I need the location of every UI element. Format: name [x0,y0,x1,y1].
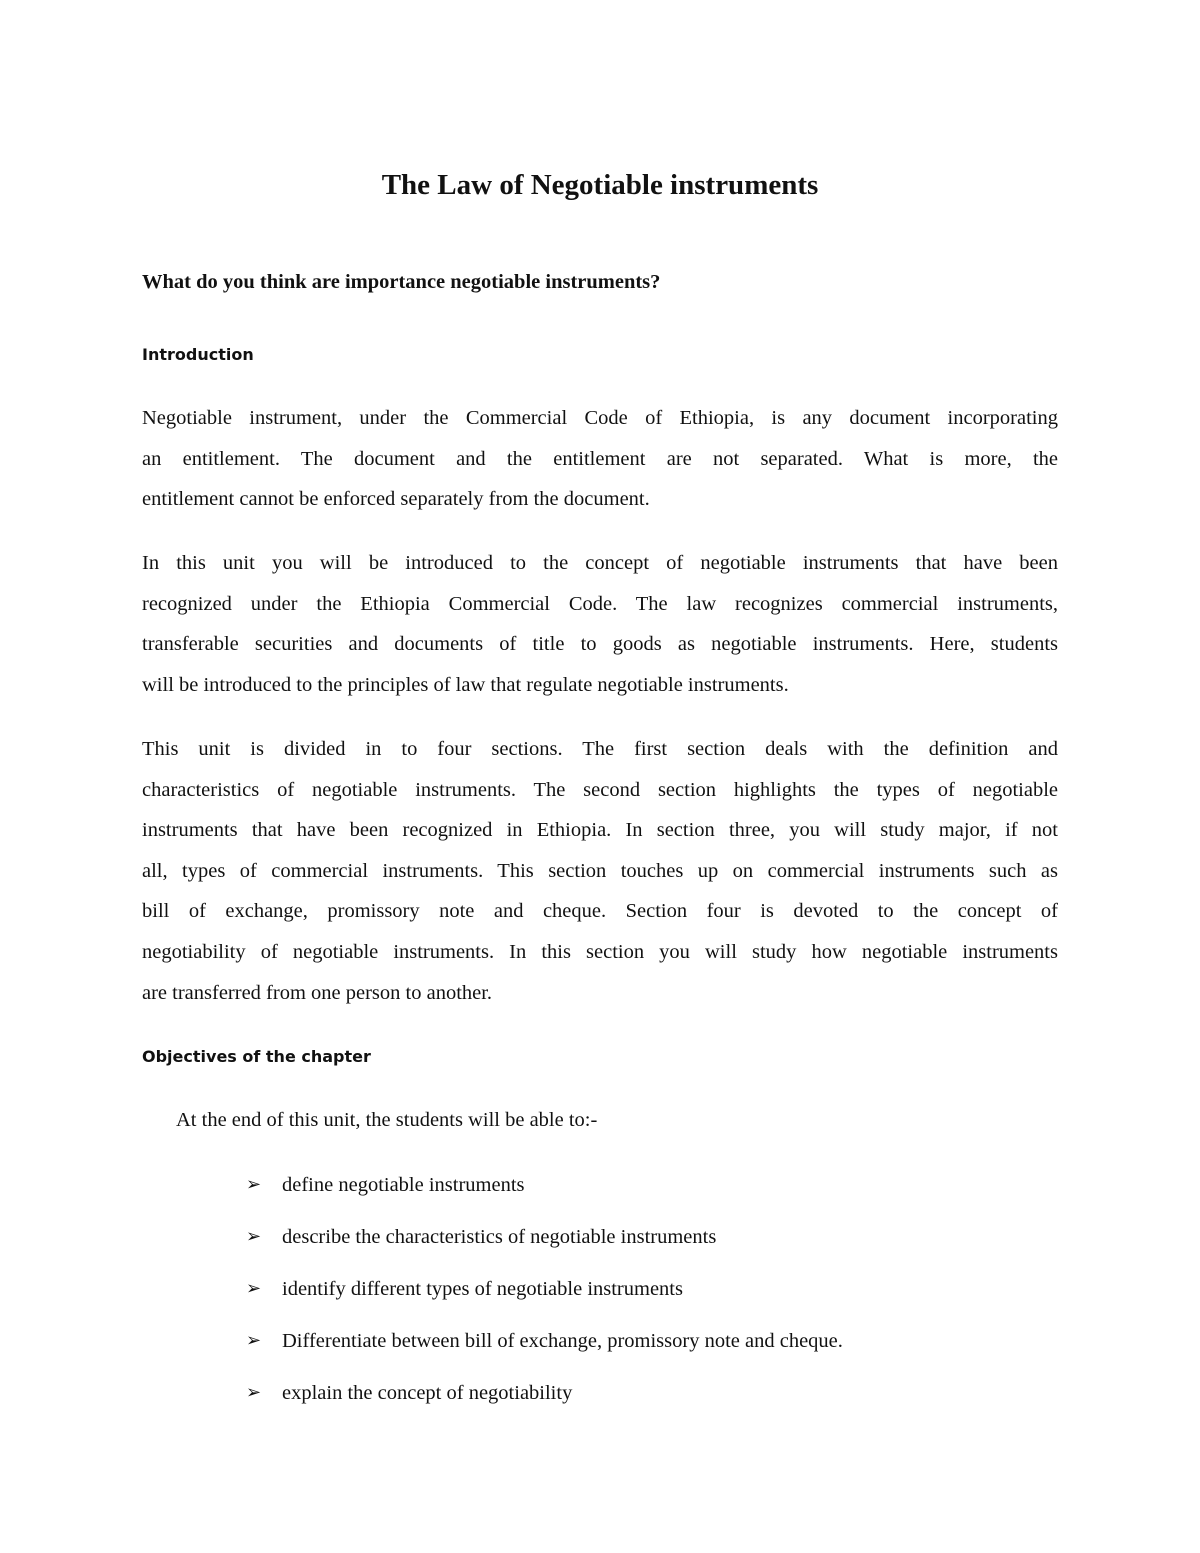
arrow-bullet-icon: ➢ [246,1382,262,1403]
objective-text: describe the characteristics of negotiable instruments [282,1226,717,1248]
paragraph-2 [142,543,1058,705]
paragraph-1 [142,398,1058,520]
objective-item [246,1377,572,1409]
arrow-bullet-icon: ➢ [246,1330,262,1351]
objectives-intro: At the end of this unit, the students will be able to:- [176,1109,598,1131]
arrow-bullet-icon: ➢ [246,1226,262,1247]
objective-text: Differentiate between bill of exchange, promissory note and cheque. [282,1330,843,1352]
objective-item [246,1273,683,1305]
paragraph-3 [142,729,1058,1013]
arrow-bullet-icon: ➢ [246,1278,262,1299]
document-title: The Law of Negotiable instruments [381,169,819,201]
paragraph-line: transferable securities and documents of title to goods as negotiable instruments. Here, students [142,633,1058,656]
paragraph-line: all, types of commercial instruments. This section touches up on commercial instruments such as [142,859,1058,882]
objective-item [246,1169,525,1201]
paragraph-line: instruments that have been recognized in Ethiopia. In section three, you will study major, if not [142,819,1058,842]
paragraph-line: In this unit you will be introduced to the concept of negotiable instruments that have been [142,552,1058,574]
arrow-bullet-icon: ➢ [246,1174,262,1195]
objective-item [246,1221,716,1253]
objective-item [246,1325,843,1357]
paragraph-line: negotiability of negotiable instruments. In this section you will study how negotiable instruments [142,940,1058,963]
paragraph-line: This unit is divided in to four sections. The first section deals with the definition and [142,738,1058,760]
objective-text: explain the concept of negotiability [282,1382,573,1404]
objective-text: define negotiable instruments [282,1174,525,1196]
objectives-heading: Objectives of the chapter [142,1047,371,1066]
paragraph-line: an entitlement. The document and the entitlement are not separated. What is more, the [142,447,1058,470]
paragraph-line: entitlement cannot be enforced separately from the document. [142,488,650,511]
paragraph-line: characteristics of negotiable instruments. The second section highlights the types of negotiable [142,778,1058,801]
paragraph-line: are transferred from one person to another. [142,981,493,1004]
paragraph-line: Negotiable instrument, under the Commercial Code of Ethiopia, is any document incorporating [142,407,1058,429]
objective-text: identify different types of negotiable instruments [282,1278,683,1300]
paragraph-line: recognized under the Ethiopia Commercial Code. The law recognizes commercial instruments, [142,592,1058,615]
question-heading: What do you think are importance negotiable instruments? [142,271,661,293]
paragraph-line: bill of exchange, promissory note and cheque. Section four is devoted to the concept of [142,900,1058,923]
introduction-heading: Introduction [142,345,254,364]
paragraph-line: will be introduced to the principles of law that regulate negotiable instruments. [142,673,789,696]
